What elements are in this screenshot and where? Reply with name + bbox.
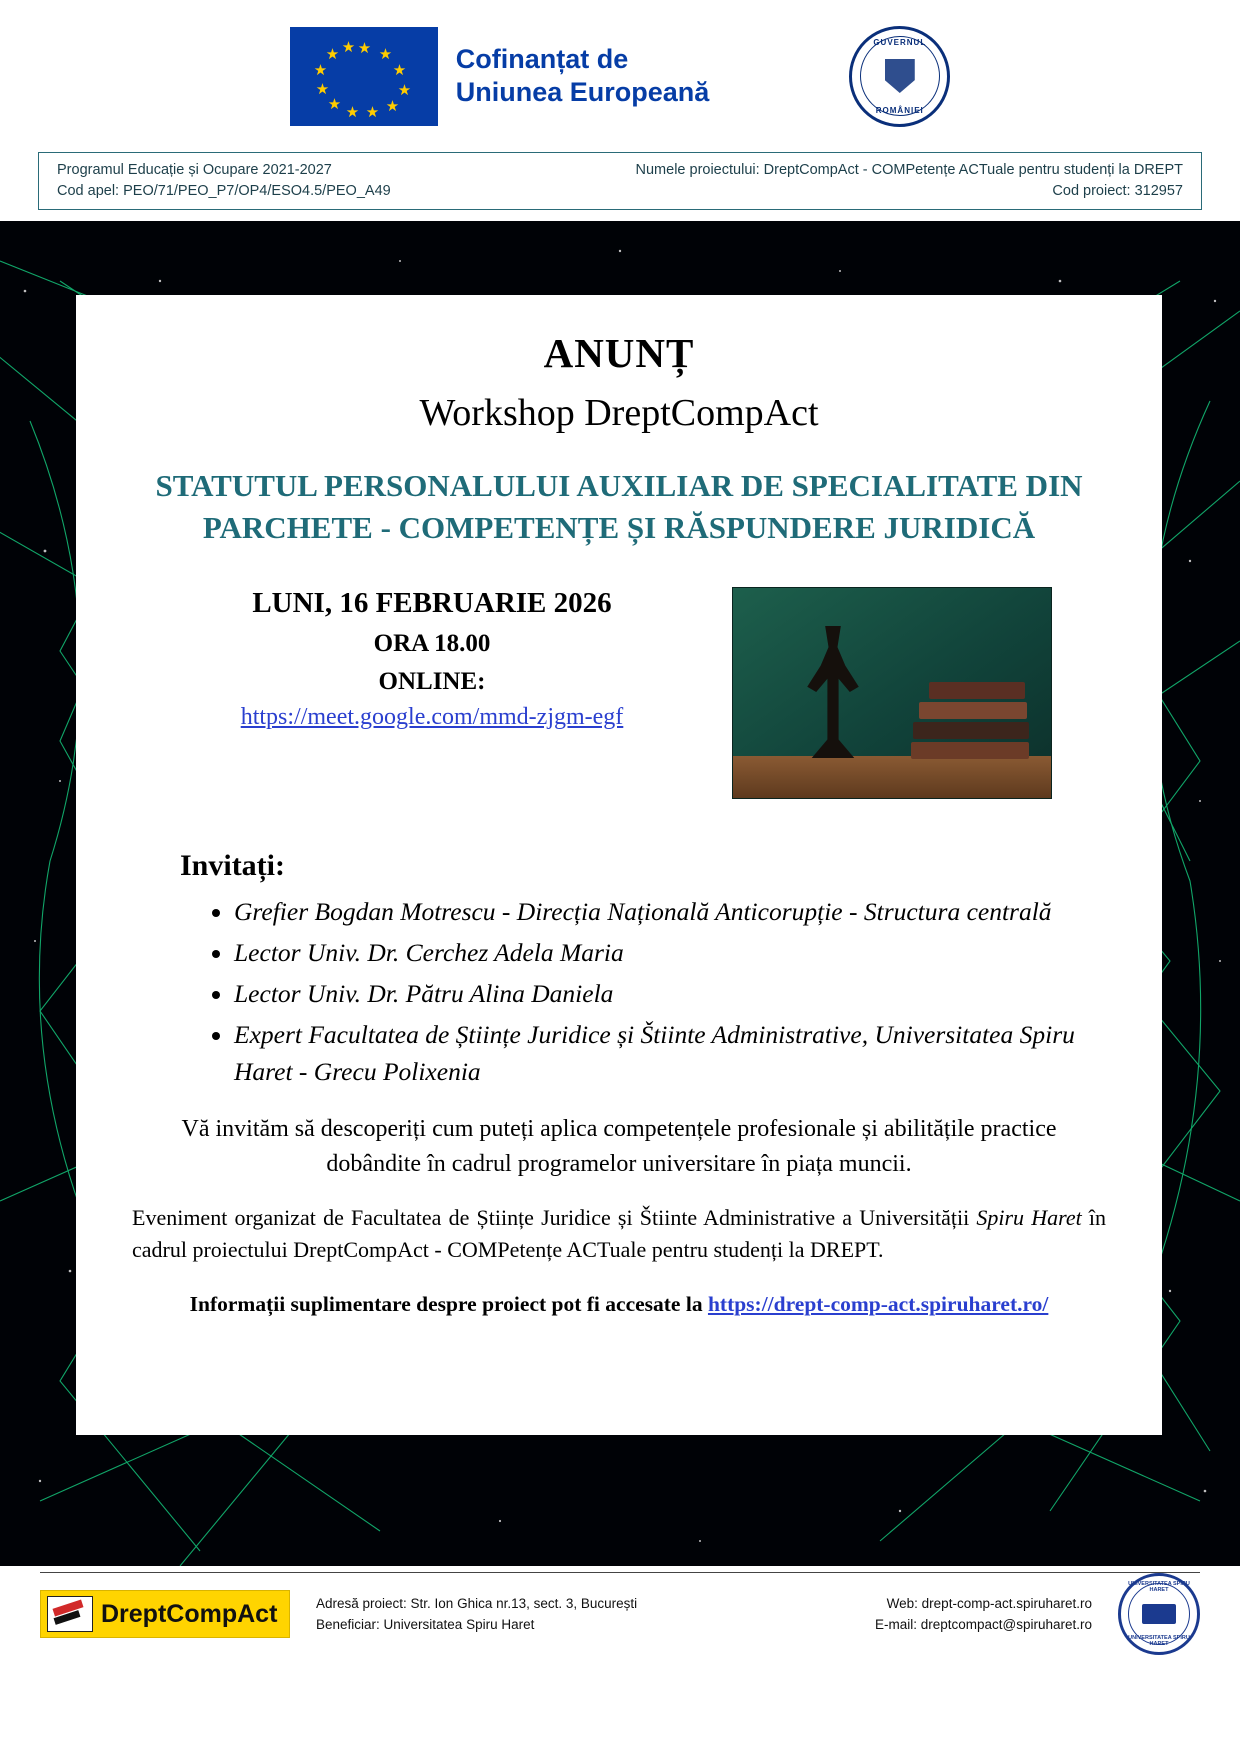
- footer-beneficiary: Beneficiar: Universitatea Spiru Haret: [316, 1617, 535, 1632]
- workshop-subject: STATUTUL PERSONALULUI AUXILIAR DE SPECIALITATE DIN PARCHETE - COMPETENȚE ȘI RĂSPUNDERE JURIDICĂ: [155, 468, 1083, 545]
- organizer-university-italic: Spiru Haret: [976, 1205, 1082, 1230]
- event-hour: ORA 18.00: [373, 630, 491, 657]
- page-header: [0, 0, 1240, 152]
- project-name: Numele proiectului: DreptCompAct - COMPetențe ACTuale pentru studenți la DREPT: [635, 162, 1183, 178]
- eu-cofinancing-text: [456, 43, 710, 109]
- poster-area: [0, 221, 1240, 1566]
- guests-heading: Invitați:: [180, 849, 285, 882]
- ush-seal-top-text: UNIVERSITATEA SPIRU HARET: [1128, 1581, 1190, 1593]
- eu-cofinancing-logo: [290, 27, 710, 126]
- organizer-paragraph: [122, 1202, 1116, 1266]
- footer-contact-info: [290, 1593, 1118, 1635]
- dreptcompact-logo: [40, 1590, 290, 1638]
- list-item: • Lector Univ. Dr. Cerchez Adela Maria: [234, 934, 1116, 971]
- meeting-link[interactable]: https://meet.google.com/mmd-zjgm-egf: [240, 704, 624, 730]
- project-info-right: [620, 160, 1183, 202]
- list-item: • Lector Univ. Dr. Pătru Alina Daniela: [234, 975, 1116, 1012]
- announcement-card: [76, 295, 1162, 1435]
- justice-statue-photo: [732, 587, 1052, 799]
- event-details-row: [122, 587, 1116, 799]
- organizer-text-part2: în cadrul proiectului DreptCompAct - COMPetențe ACTuale pentru studenți la DREPT.: [132, 1205, 1106, 1262]
- spiru-haret-university-seal-icon: [1118, 1573, 1200, 1655]
- project-code: Cod proiect: 312957: [1052, 183, 1183, 199]
- page-title: ANUNȚ: [543, 330, 695, 376]
- more-info-paragraph: [122, 1292, 1116, 1317]
- eu-text-line-2: Uniunea Europeană: [455, 77, 710, 107]
- dreptcompact-logo-text: DreptCompAct: [101, 1599, 278, 1628]
- event-when-block: [122, 587, 722, 731]
- gov-seal-bottom-text: ROMÂNIEI: [875, 105, 924, 115]
- more-info-prefix: Informații suplimentare despre proiect pot fi accesate la: [189, 1292, 708, 1316]
- event-online-label: ONLINE:: [378, 668, 486, 695]
- program-name: Programul Educație și Ocupare 2021-2027: [57, 162, 332, 178]
- government-of-romania-seal-icon: [849, 26, 950, 127]
- footer-email: E-mail: dreptcompact@spiruharet.ro: [874, 1617, 1092, 1632]
- project-website-link[interactable]: https://drept-comp-act.spiruharet.ro/: [707, 1292, 1049, 1316]
- organizer-text-part1: Eveniment organizat de Facultatea de Științe Juridice și Štiinte Administrative a Universității: [132, 1205, 977, 1230]
- list-item: • Grefier Bogdan Motrescu - Direcția Națională Anticorupție - Structura centrală: [234, 893, 1116, 930]
- footer-web-block: [875, 1593, 1092, 1635]
- eu-flag-icon: ★ ★ ★ ★ ★ ★ ★ ★ ★ ★ ★ ★: [290, 27, 438, 126]
- footer-address: Adresă proiect: Str. Ion Ghica nr.13, sect. 3, București: [316, 1596, 638, 1611]
- page-footer: [0, 1566, 1240, 1662]
- call-code: Cod apel: PEO/71/PEO_P7/OP4/ESO4.5/PEO_A49: [57, 183, 391, 199]
- event-date: LUNI, 16 FEBRUARIE 2026: [252, 587, 612, 619]
- list-item: • Expert Facultatea de Științe Juridice și Štiinte Administrative, Universitatea Spiru Haret - Grecu Polixenia: [234, 1016, 1116, 1090]
- workshop-subtitle: Workshop DreptCompAct: [419, 392, 819, 434]
- gov-seal-top-text: GUVERNUL: [873, 37, 927, 47]
- eu-text-line-1: Cofinanțat de: [455, 44, 629, 74]
- project-info-left: [57, 160, 620, 202]
- footer-address-block: [316, 1593, 637, 1635]
- footer-web: Web: drept-comp-act.spiruharet.ro: [886, 1596, 1092, 1611]
- ush-seal-bottom-text: UNIVERSITATEA SPIRU HARET: [1128, 1635, 1190, 1647]
- invitation-paragraph: Vă invităm să descoperiți cum puteți aplica competențele profesionale și abilitățile practice dobândite în cadrul programelor universitare în piața muncii.: [181, 1116, 1057, 1177]
- dreptcompact-mark-icon: [47, 1596, 93, 1632]
- project-info-bar: [38, 152, 1202, 210]
- guests-list: [122, 893, 1116, 1090]
